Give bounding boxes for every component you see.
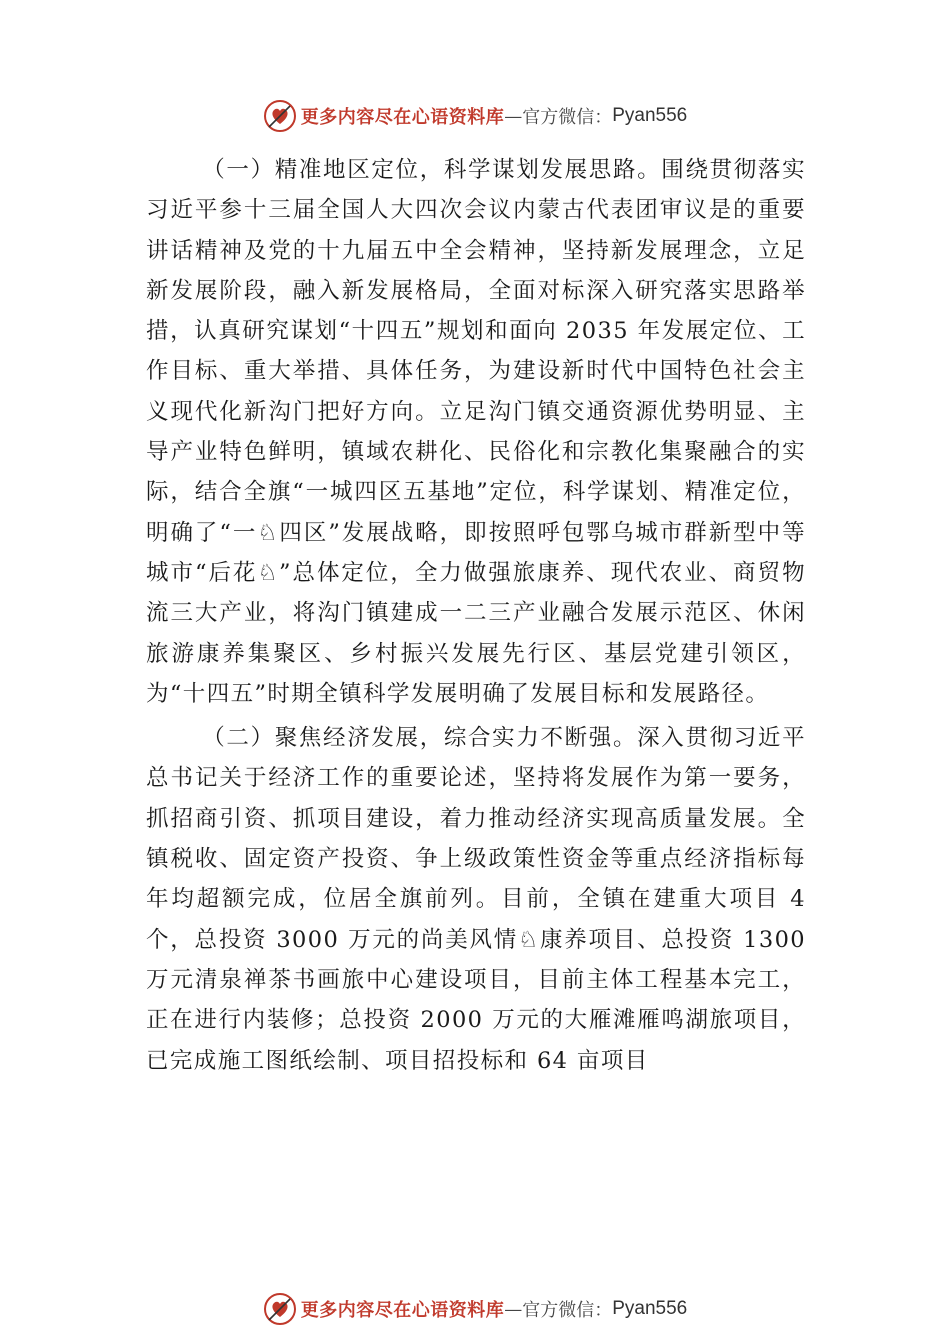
heart-logo-icon xyxy=(263,99,297,133)
watermark-header xyxy=(0,96,950,136)
watermark-wechat-label: 官方微信： xyxy=(522,107,613,128)
watermark-footer xyxy=(0,1289,950,1329)
watermark-wechat-id: Pyan556 xyxy=(612,105,688,126)
watermark-separator: — xyxy=(504,1298,523,1320)
watermark-main-text: 更多内容尽在心语资料库 xyxy=(300,107,505,128)
document-body xyxy=(146,150,806,1081)
paragraph-1: （一）精准地区定位，科学谋划发展思路。围绕贯彻落实习近平参十三届全国人大四次会议内蒙古代表团审议是的重要讲话精神及党的十九届五中全会精神，坚持新发展理念，立足新发展阶段，融入新发展格局，全面对标深入研究落实思路举措，认真研究谋划“十四五”规划和面向 2035 年发展定位、工作目标、重大举措、具体任务，为建设新时代中国特色社会主义现代化新沟门把好方向。立足沟门镇交通资源优势明显、主导产业特色鲜明，镇域农耕化、民俗化和宗教化集聚融合的实际，结合全旗“一城四区五基地”定位，科学谋划、精准定位，明确了“一♘四区”发展战略，即按照呼包鄂乌城市群新型中等城市“后花♘”总体定位，全力做强旅康养、现代农业、商贸物流三大产业，将沟门镇建成一二三产业融合发展示范区、休闲旅游康养集聚区、乡村振兴发展先行区、基层党建引领区，为“十四五”时期全镇科学发展明确了发展目标和发展路径。 xyxy=(146,157,806,707)
watermark-wechat-label: 官方微信： xyxy=(522,1300,613,1321)
watermark-separator: — xyxy=(504,105,523,127)
heart-logo-icon xyxy=(263,1292,297,1326)
watermark-wechat-id: Pyan556 xyxy=(612,1298,688,1319)
watermark-main-text: 更多内容尽在心语资料库 xyxy=(300,1300,505,1321)
paragraph-2: （二）聚焦经济发展，综合实力不断强。深入贯彻习近平总书记关于经济工作的重要论述，坚持将发展作为第一要务，抓招商引资、抓项目建设，着力推动经济实现高质量发展。全镇税收、固定资产投资、争上级政策性资金等重点经济指标每年均超额完成，位居全旗前列。目前，全镇在建重大项目 4 个，总投资 3000 万元的尚美风情♘康养项目、总投资 1300 万元清泉禅茶书画旅中心建设项目，目前主体工程基本完工，正在进行内装修；总投资 2000 万元的大雁滩雁鸣湖旅项目，已完成施工图纸绘制、项目招投标和 64 亩项目 xyxy=(146,725,806,1074)
